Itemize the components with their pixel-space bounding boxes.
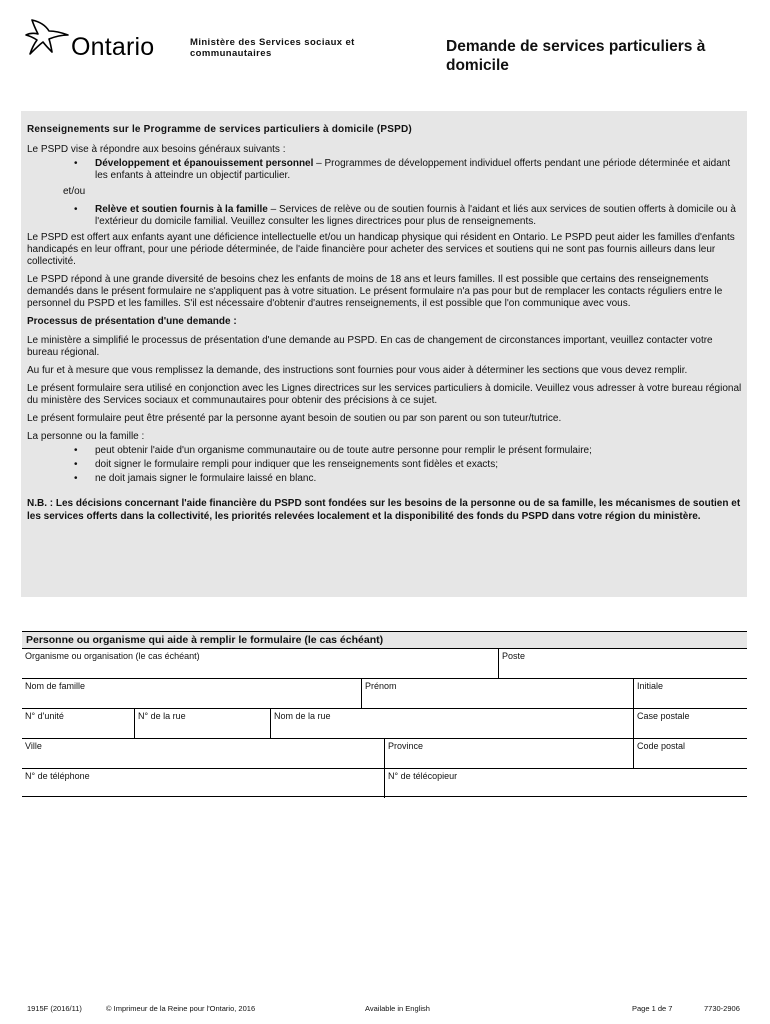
field-label: N° de téléphone [25, 771, 90, 781]
field-label: N° de télécopieur [388, 771, 458, 781]
field-label: Prénom [365, 681, 397, 691]
form-row [22, 769, 747, 798]
postal-code-field[interactable] [634, 739, 747, 768]
needs-list [27, 158, 742, 182]
trillium-icon [24, 18, 70, 58]
street-name-field[interactable] [271, 709, 634, 738]
initial-field[interactable] [634, 679, 747, 708]
form-title: Demande de services particuliers à domicile [446, 38, 706, 74]
form-code: 7730-2906 [704, 1004, 740, 1013]
list-item: • peut obtenir l'aide d'un organisme communautaire ou de toute autre personne pour remplir le présent formulaire; [27, 445, 742, 457]
field-label: Poste [502, 651, 526, 661]
nb-note: N.B. : Les décisions concernant l'aide financière du PSPD sont fondées sur les besoins de la personne ou de sa famille, les mécanismes de soutien et les services offerts dans la collectivité, les priorités relevées localement et la disponibilité des fonds du PSPD dans votre région du ministère. [27, 498, 741, 522]
ministry-name: Ministère des Services sociaux et communautaires [190, 37, 355, 59]
paragraph: Le PSPD est offert aux enfants ayant une déficience intellectuelle et/ou un handicap physique qui résident en Ontario. Le PSPD peut aider les familles d'enfants handicapés en leur offrant, pour une période déterminée, de l'aide financière pour acheter des services et soutiens qui ne sont pas fournis ailleurs dans leur collectivité. [27, 232, 735, 267]
paragraph: Le présent formulaire sera utilisé en conjonction avec les Lignes directrices sur les services particuliers à domicile. Veuillez vous adresser à votre bureau régional du ministère des Services sociaux et communautaires pour obtenir des précisions à ce sujet. [27, 383, 742, 406]
bullet-bold: Relève et soutien fournis à la famille [95, 204, 268, 215]
process-heading: Processus de présentation d'une demande : [27, 316, 237, 327]
info-heading: Renseignements sur le Programme de services particuliers à domicile (PSPD) [27, 124, 412, 135]
bullet-text: – Services de relève ou de soutien fournis à l'aidant et liés aux services de soutien offerts à domicile ou à l'extérieur du domicile familial. Veuillez consulter les lignes directrices pour plus de renseignements. [95, 204, 736, 227]
copyright-notice: © Imprimeur de la Reine pour l'Ontario, 2016 [106, 1004, 256, 1013]
family-list [27, 445, 742, 485]
paragraph: Au fur et à mesure que vous remplissez la demande, des instructions sont fournies pour vous aider à déterminer les sections que vous devez remplir. [27, 365, 688, 376]
form-row [22, 649, 747, 679]
field-label: Ville [25, 741, 42, 751]
english-availability: Available in English [365, 1004, 430, 1013]
needs-list [27, 204, 742, 228]
field-label: N° de la rue [138, 711, 186, 721]
field-label: Organisme ou organisation (le cas échéant) [25, 651, 200, 661]
paragraph: Le ministère a simplifié le processus de présentation d'une demande au PSPD. En cas de changement de circonstances important, veuillez contacter votre bureau régional. [27, 335, 713, 358]
paragraph: La personne ou la famille : [27, 431, 145, 442]
list-item: • doit signer le formulaire rempli pour indiquer que les renseignements sont fidèles et exacts; [27, 459, 742, 471]
last-name-field[interactable] [22, 679, 362, 708]
helper-section [22, 631, 747, 797]
list-item: • ne doit jamais signer le formulaire laissé en blanc. [27, 473, 742, 485]
paragraph: Le PSPD répond à une grande diversité de besoins chez les enfants de moins de 18 ans et leurs familles. Il est possible que certains des renseignements demandés dans le présent formulaire ne s'appliquent pas à votre situation. Le présent formulaire n'a pas pour but de remplacer les contacts réguliers entre le personnel du PSPD et les familles. S'il est nécessaire d'obtenir d'autres renseignements, il est possible que l'on communique avec vous. [27, 274, 723, 309]
bullet-text: – Programmes de développement individuel offerts pendant une période déterminée et aidant les enfants à atteindre un objectif particulier. [95, 158, 731, 181]
organism-field[interactable] [22, 649, 499, 678]
field-label: Code postal [637, 741, 686, 751]
field-label: Nom de la rue [274, 711, 331, 721]
info-intro: Le PSPD vise à répondre aux besoins généraux suivants : [27, 144, 286, 155]
list-item [27, 204, 742, 228]
field-label: N° d'unité [25, 711, 64, 721]
paragraph: Le présent formulaire peut être présenté par la personne ayant besoin de soutien ou par son parent ou son tuteur/tutrice. [27, 413, 562, 424]
unit-number-field[interactable] [22, 709, 135, 738]
first-name-field[interactable] [362, 679, 634, 708]
helper-section-title: Personne ou organisme qui aide à remplir le formulaire (le cas échéant) [22, 632, 747, 649]
province-field[interactable] [385, 739, 634, 768]
and-or-text: et/ou [63, 186, 86, 197]
list-item [27, 158, 742, 182]
phone-field[interactable] [22, 769, 385, 798]
form-row [22, 679, 747, 709]
logo-wordmark: Ontario [71, 33, 155, 61]
page-number: Page 1 de 7 [632, 1004, 673, 1013]
street-number-field[interactable] [135, 709, 271, 738]
fax-field[interactable] [385, 769, 747, 798]
bullet-bold: Développement et épanouissement personnel [95, 158, 314, 169]
field-label: Initiale [637, 681, 664, 691]
ontario-logo [24, 16, 174, 64]
position-field[interactable] [499, 649, 747, 678]
city-field[interactable] [22, 739, 385, 768]
form-row [22, 739, 747, 769]
form-row [22, 709, 747, 739]
field-label: Case postale [637, 711, 690, 721]
form-number: 1915F (2016/11) [27, 1004, 82, 1013]
program-info-box [21, 111, 747, 597]
field-label: Nom de famille [25, 681, 86, 691]
po-box-field[interactable] [634, 709, 747, 738]
field-label: Province [388, 741, 424, 751]
